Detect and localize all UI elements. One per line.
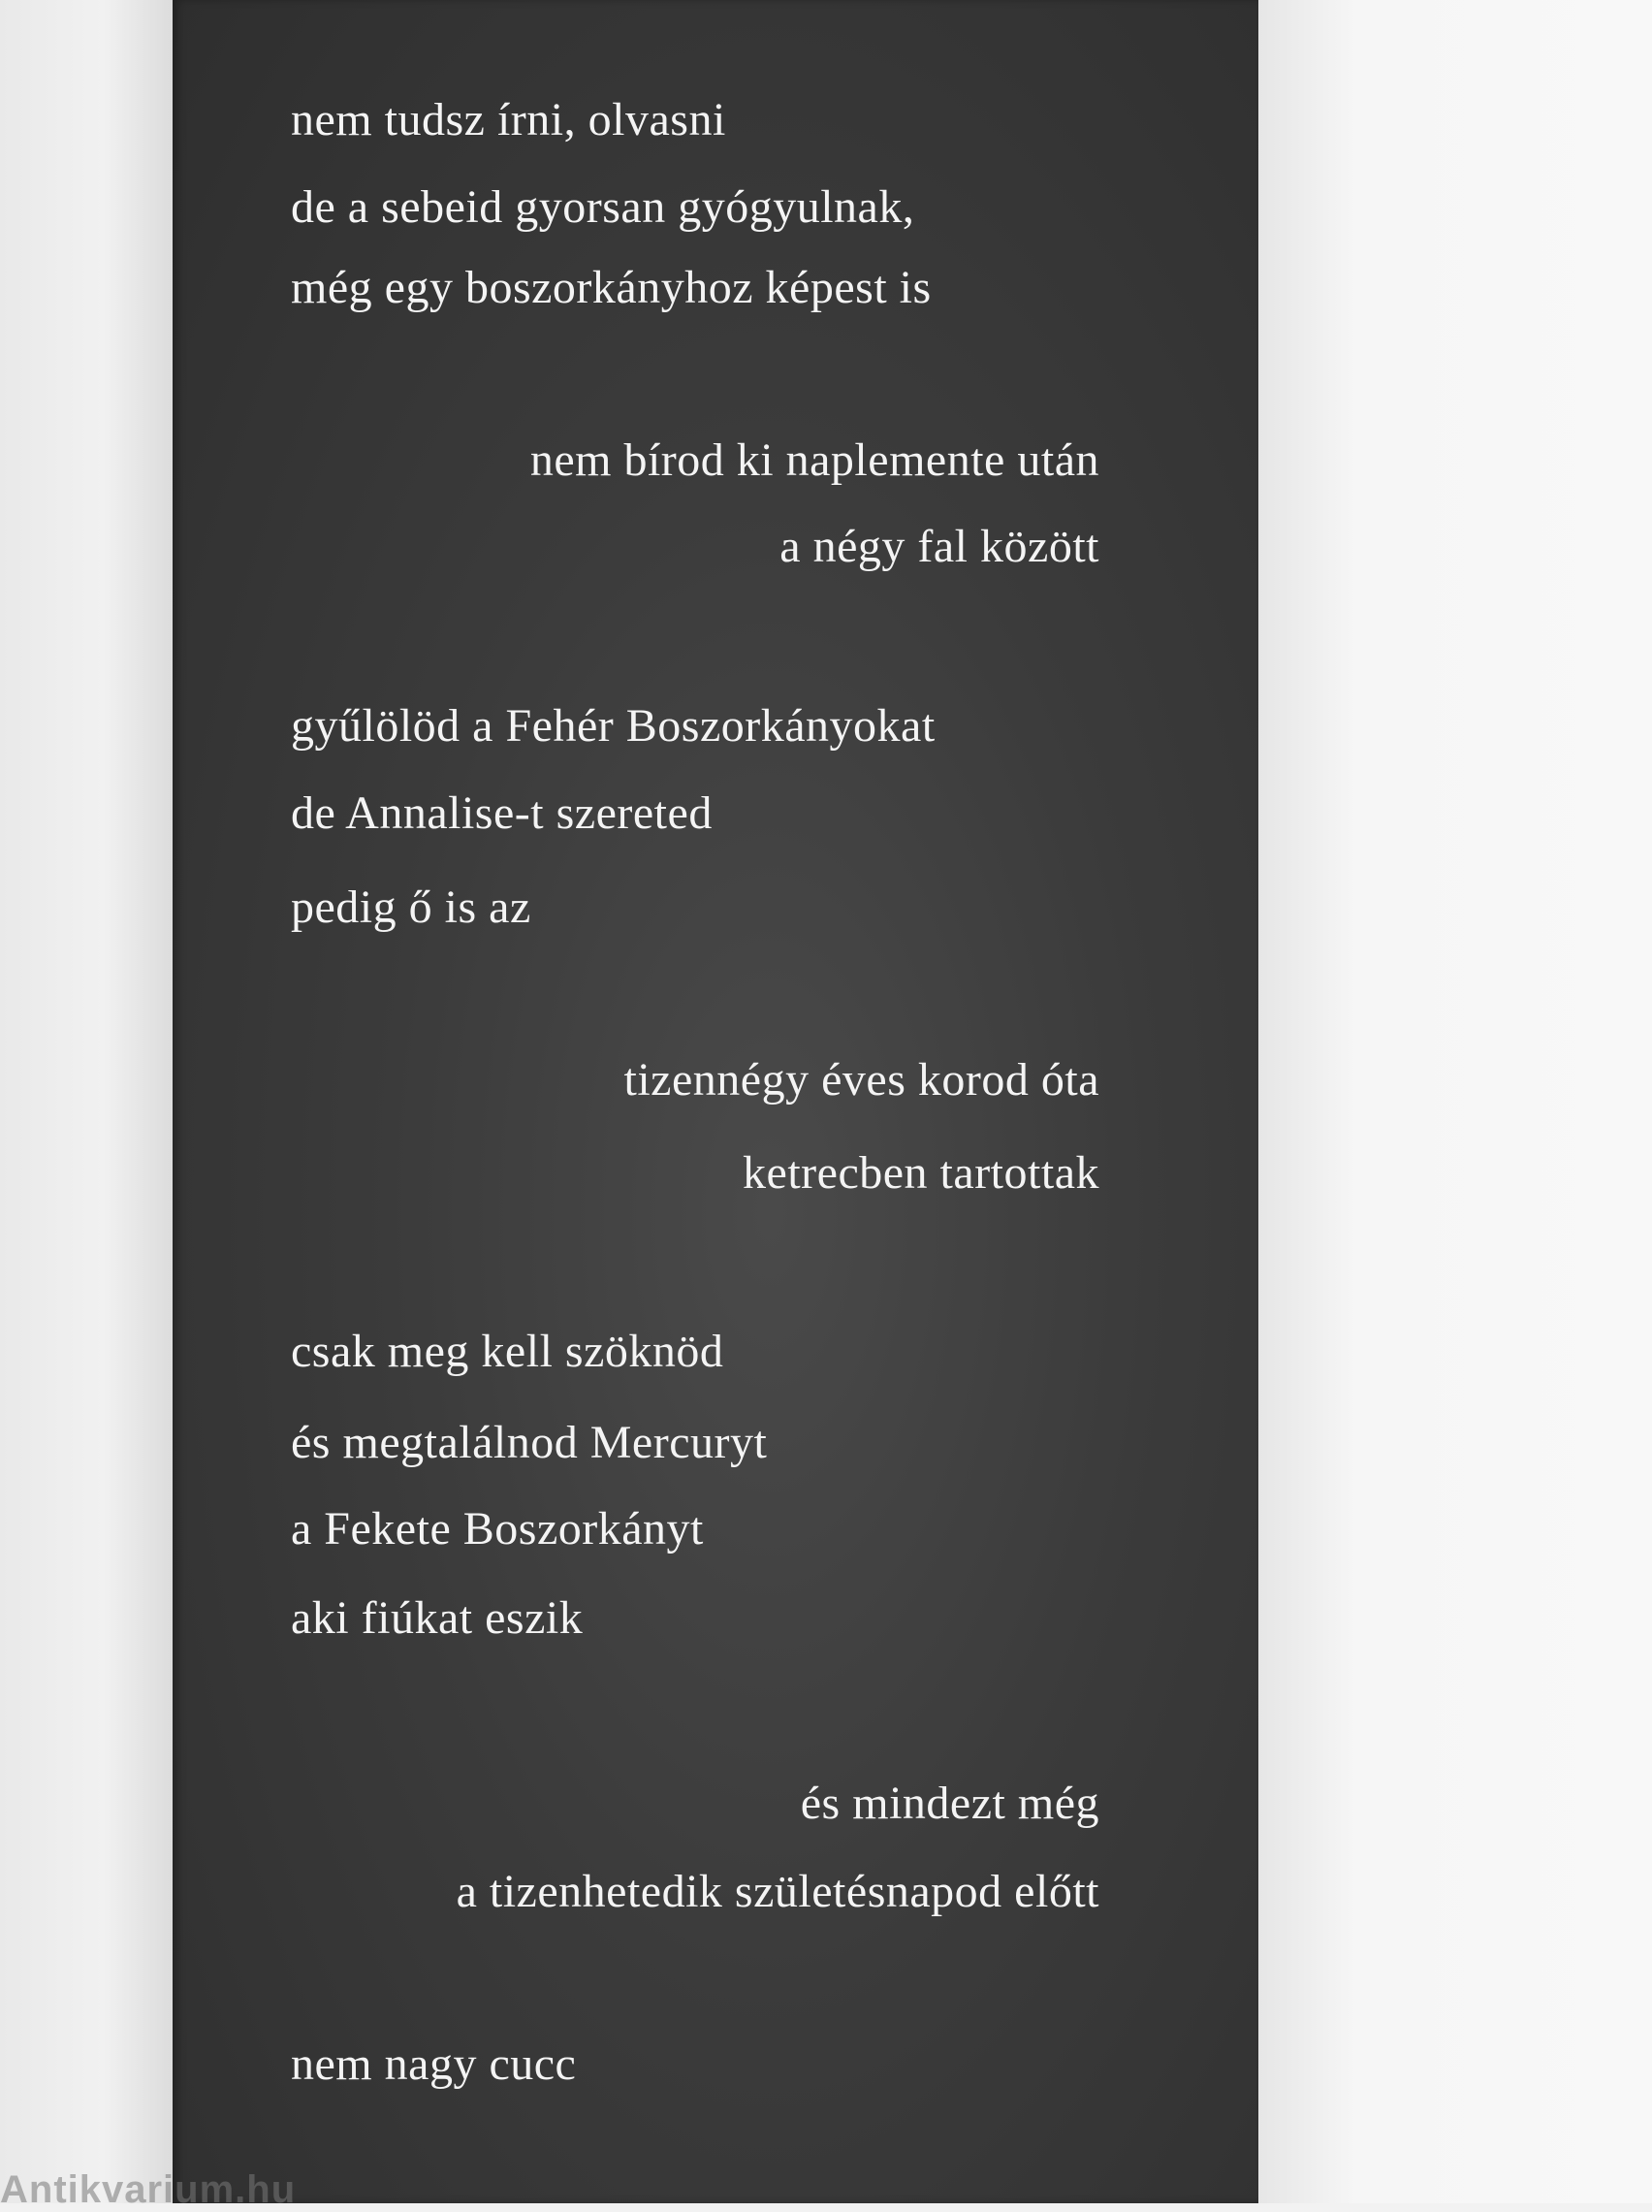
left-page-edge — [0, 0, 173, 2203]
poem-line: nem nagy cucc — [291, 2038, 577, 2090]
poem-line: nem bírod ki naplemente után — [529, 434, 1099, 486]
poem-line: gyűlölöd a Fehér Boszorkányokat — [291, 700, 936, 752]
poem-line: de Annalise-t szereted — [291, 787, 713, 839]
poem-line: és mindezt még — [800, 1778, 1099, 1829]
poem-line: még egy boszorkányhoz képest is — [291, 262, 932, 313]
watermark-text: Antikvarium.hu — [0, 2168, 297, 2211]
poem-line: a négy fal között — [779, 521, 1099, 572]
poem-line: és megtalálnod Mercuryt — [291, 1417, 768, 1468]
poem-line: aki fiúkat eszik — [291, 1592, 584, 1644]
right-page — [1258, 0, 1652, 2203]
poem-line: ketrecben tartottak — [743, 1147, 1099, 1199]
poem-line: csak meg kell szöknöd — [291, 1326, 724, 1377]
poem-line: de a sebeid gyorsan gyógyulnak, — [291, 181, 915, 233]
poem-line: pedig ő is az — [291, 882, 531, 933]
poem-line: a Fekete Boszorkányt — [291, 1503, 704, 1555]
poem-line: a tizenhetedik születésnapod előtt — [456, 1866, 1099, 1917]
poem-line: nem tudsz írni, olvasni — [291, 94, 726, 145]
poem-line: tizennégy éves korod óta — [623, 1054, 1099, 1106]
